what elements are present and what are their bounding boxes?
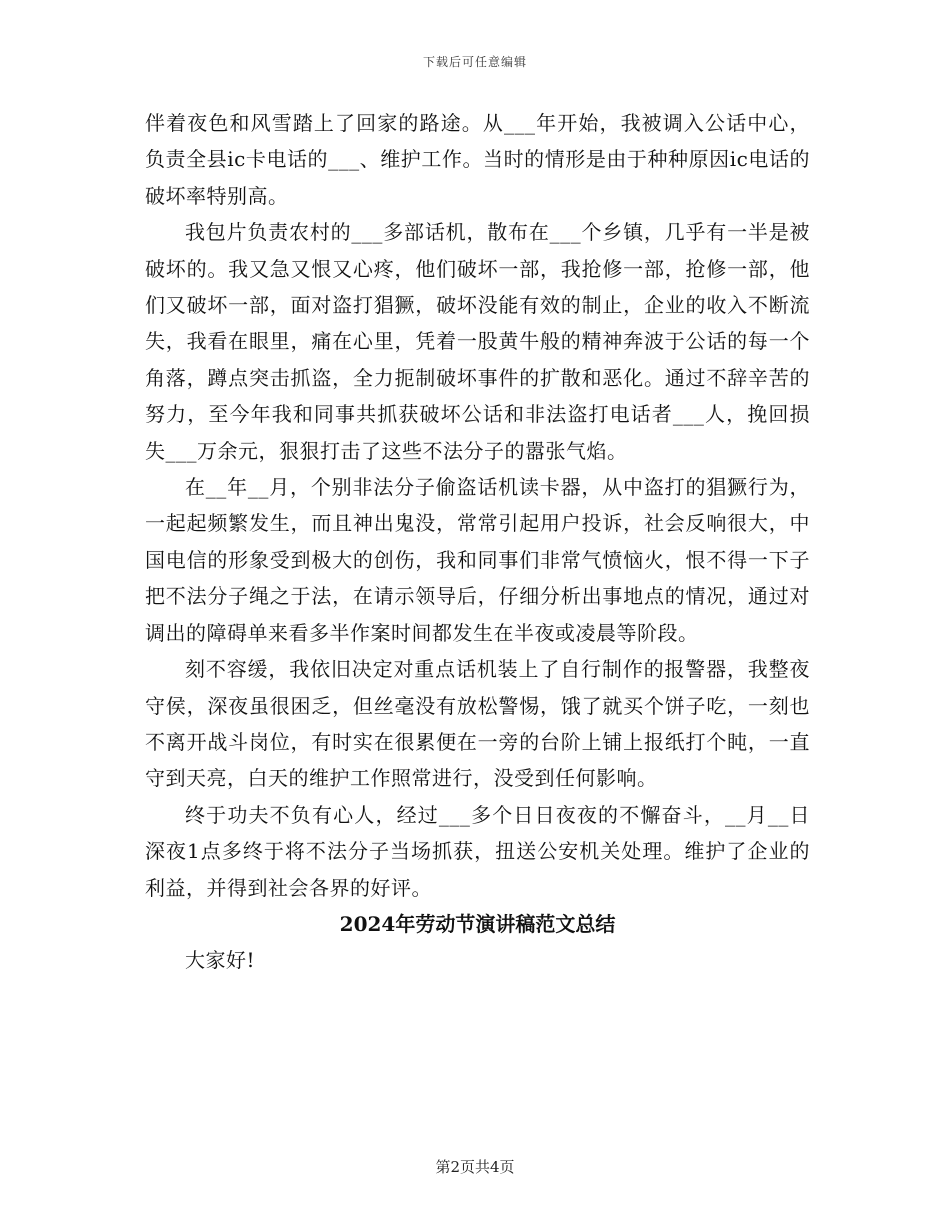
paragraph-5: 终于功夫不负有心人，经过___多个日日夜夜的不懈奋斗，__月__日深夜1点多终于将不法分子当场抓获，扭送公安机关处理。维护了企业的利益，并得到社会各界的好评。 bbox=[145, 802, 810, 900]
page-header: 下载后可任意编辑 bbox=[422, 55, 527, 69]
paragraph-1: 伴着夜色和风雪踏上了回家的路途。从___年开始，我被调入公话中心，负责全县ic卡电话的___、维护工作。当时的情形是由于种种原因ic电话的破坏率特别高。 bbox=[145, 111, 810, 208]
greeting: 大家好! bbox=[185, 948, 256, 973]
document-body bbox=[145, 105, 810, 979]
paragraph-3: 在__年__月，个别非法分子偷盗话机读卡器，从中盗打的猖獗行为，一起起频繁发生，而且神出鬼没，常常引起用户投诉，社会反响很大，中国电信的形象受到极大的创伤，我和同事们非常气愤恼火，恨不得一下子把不法分子绳之于法，在请示领导后，仔细分析出事地点的情况，通过对调出的障碍单来看多半作案时间都发生在半夜或凌晨等阶段。 bbox=[145, 475, 810, 645]
section-title: 2024年劳动节演讲稿范文总结 bbox=[339, 911, 616, 936]
paragraph-4: 刻不容缓，我依旧决定对重点话机装上了自行制作的报警器，我整夜守侯，深夜虽很困乏，但丝毫没有放松警惕，饿了就买个饼子吃，一刻也不离开战斗岗位，有时实在很累便在一旁的台阶上铺上报纸打个盹，一直守到天亮，白天的维护工作照常进行，没受到任何影响。 bbox=[145, 657, 810, 791]
paragraph-2: 我包片负责农村的___多部话机，散布在___个乡镇，几乎有一半是被破坏的。我又急又恨又心疼，他们破坏一部，我抢修一部，抢修一部，他们又破坏一部，面对盗打猖獗，破坏没能有效的制止，企业的收入不断流失，我看在眼里，痛在心里，凭着一股黄牛般的精神奔波于公话的每一个角落，蹲点突击抓盗，全力扼制破坏事件的扩散和恶化。通过不辞辛苦的努力，至今年我和同事共抓获破坏公话和非法盗打电话者___人，挽回损失___万余元，狠狠打击了这些不法分子的嚣张气焰。 bbox=[145, 220, 810, 463]
page-footer: 第2页共4页 bbox=[435, 1158, 515, 1176]
